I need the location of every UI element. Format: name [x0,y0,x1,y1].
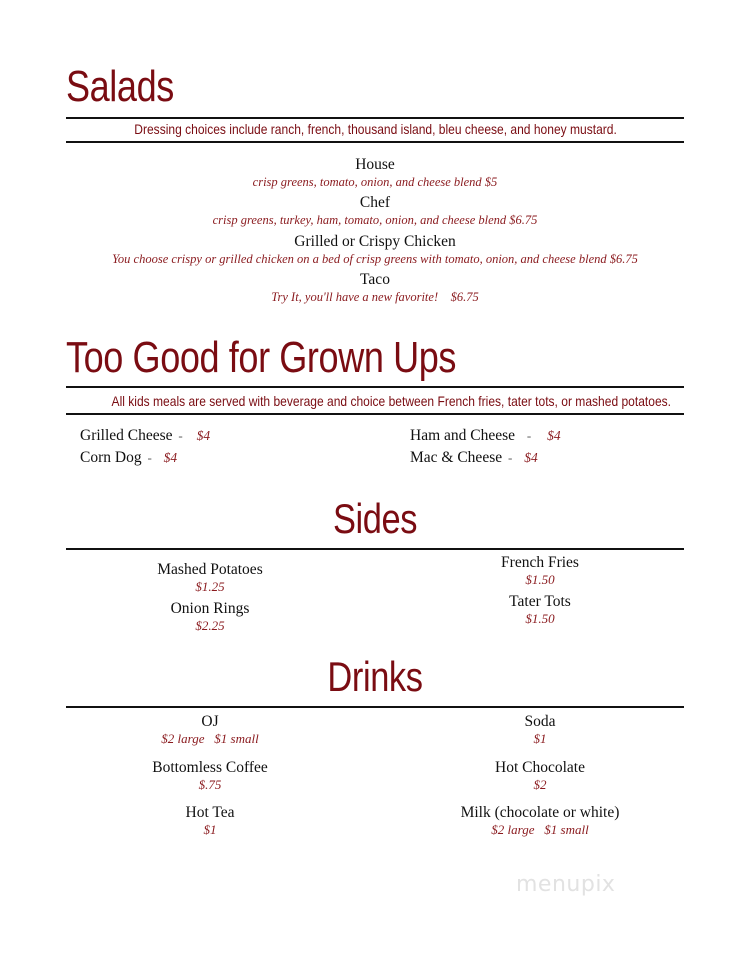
drink-item [90,758,330,793]
item-dash: - [178,428,183,443]
item-price: $4 [196,428,211,443]
kids-item [410,449,538,467]
item-dash: - [526,428,532,443]
item-price: $2 large $1 small [161,731,259,746]
item-name: Milk (chocolate or white) [460,804,620,821]
item-name: Grilled Cheese [80,427,173,444]
drinks-heading: Drinks [327,653,423,700]
item-price: $1 [533,731,547,746]
item-price: $1.25 [195,579,225,594]
item-name: Hot Chocolate [495,759,585,776]
divider [66,706,684,708]
item-price: $4 [547,428,561,443]
divider [66,413,684,415]
divider [66,548,684,550]
item-dash: - [507,450,513,465]
item-description: crisp greens, tomato, onion, and cheese blend $5 [252,175,498,189]
item-price: $1.50 [525,611,555,626]
item-description: Try It, you'll have a new favorite! $6.75 [271,290,479,304]
item-price: $1 [203,822,217,837]
item-name: Grilled or Crispy Chicken [294,233,456,250]
salads-heading: Salads [66,62,174,111]
divider [66,141,684,143]
kids-note: All kids meals are served with beverage and choice between French fries, tater tots, or mashed potatoes. [111,393,672,409]
item-name: Mashed Potatoes [157,561,263,578]
item-name: Soda [524,713,556,730]
kids-item [80,427,210,445]
side-item [420,592,660,627]
divider [66,386,684,388]
item-name: Onion Rings [170,600,250,617]
item-price: $2.25 [195,618,225,633]
item-price: $4 [163,450,178,465]
item-price: $2 [533,777,547,792]
item-name: Bottomless Coffee [152,759,268,776]
item-name: Tater Tots [509,593,571,610]
item-name: Chef [359,194,391,211]
drink-item [420,758,660,793]
menu-item [0,232,750,267]
sides-heading: Sides [332,495,418,542]
item-name: OJ [201,713,219,730]
item-dash: - [147,450,152,465]
side-item [90,560,330,595]
kids-heading: Too Good for Grown Ups [66,333,457,382]
item-description: You choose crispy or grilled chicken on a bed of crisp greens with tomato, onion, and cheese blend $6.75 [112,252,638,266]
drink-item [90,712,330,747]
divider [66,117,684,119]
drink-item [420,712,660,747]
drink-item [90,803,330,838]
item-price: $4 [524,450,538,465]
dressing-note: Dressing choices include ranch, french, thousand island, bleu cheese, and honey mustard. [134,121,618,137]
item-price: $2 large $1 small [491,822,589,837]
item-name: House [355,156,395,173]
menu-item [0,270,750,305]
item-name: Hot Tea [185,804,235,821]
item-name: Taco [360,271,390,288]
item-name: Corn Dog [80,449,142,466]
item-name: French Fries [501,554,579,571]
item-price: $1.50 [525,572,555,587]
item-description: crisp greens, turkey, ham, tomato, onion, and cheese blend $6.75 [212,213,538,227]
kids-item [80,449,177,467]
menu-item [0,155,750,190]
item-name: Mac & Cheese [410,449,503,466]
kids-item [410,427,561,445]
item-price: $.75 [198,777,222,792]
side-item [420,553,660,588]
menu-item [0,193,750,228]
item-name: Ham and Cheese [410,427,516,444]
watermark-logo: menupix [516,872,616,897]
side-item [90,599,330,634]
drink-item [420,803,660,838]
